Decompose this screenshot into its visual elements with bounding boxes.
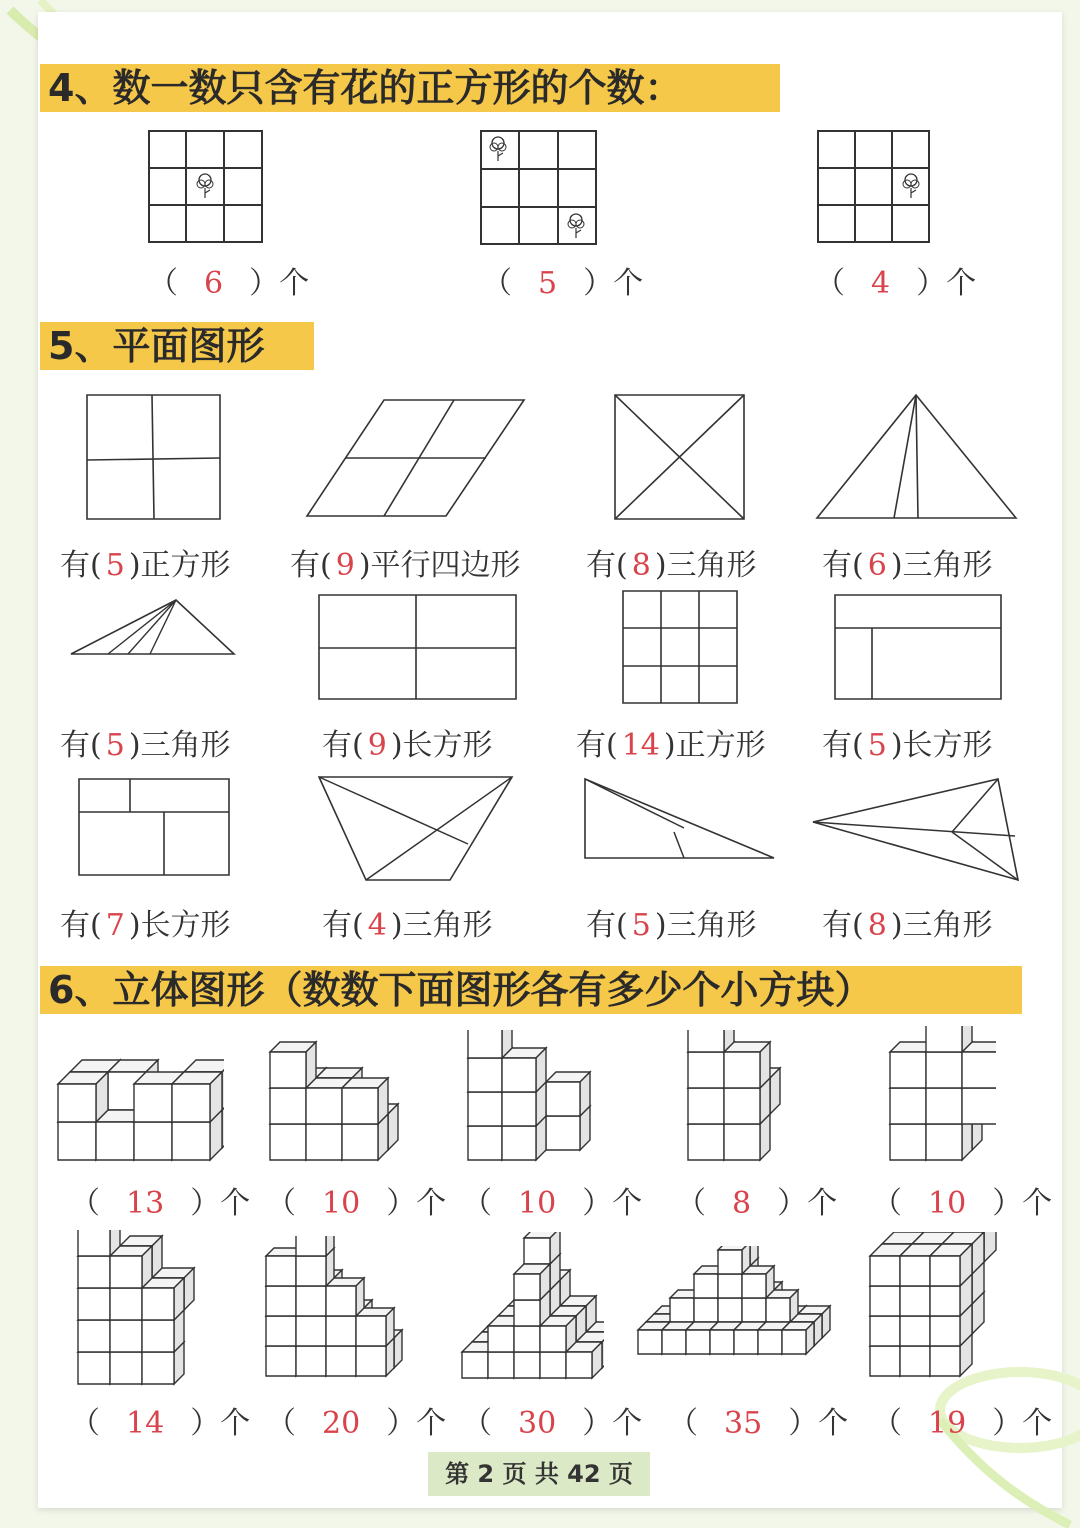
answer-value: 5: [631, 908, 651, 943]
cube-block: [688, 1030, 734, 1052]
flower-grid-1: [146, 128, 266, 246]
section6-answer-8: （ 30 ）个: [462, 1406, 643, 1441]
section6-answer-2: （ 10 ）个: [266, 1186, 447, 1221]
answer-value: 5: [105, 548, 125, 583]
answer-value: 9: [335, 548, 355, 583]
section6-answer-3: （ 10 ）个: [462, 1186, 643, 1221]
cube-stack-figure-2: [266, 1030, 406, 1165]
cube-block: [546, 1072, 590, 1116]
section6-answer-5: （ 10 ）个: [872, 1186, 1053, 1221]
flower-grid-3: [815, 128, 933, 246]
cube-block: [326, 1278, 364, 1316]
answer-value: 5: [867, 728, 887, 763]
page-number-footer: 第 2 页 共 42 页: [428, 1452, 650, 1496]
section4-title: 4、数一数只含有花的正方形的个数：: [48, 66, 683, 110]
cube-stack-figure-8: [458, 1232, 604, 1382]
cube-block: [718, 1246, 750, 1274]
section5-caption-3: 有( 8 )三角形: [586, 548, 757, 583]
section5-caption-11: 有( 5 )三角形: [586, 908, 757, 943]
cube-block: [172, 1072, 222, 1122]
answer-value: 14: [126, 1406, 165, 1441]
square-with-diagonals-figure: [612, 392, 748, 522]
cube-stack-figure-9: [634, 1246, 840, 1358]
cube-block: [742, 1266, 774, 1298]
section6-answer-4: （ 8 ）个: [676, 1186, 838, 1221]
answer-value: 13: [126, 1186, 165, 1221]
obtuse-triangle-fan-figure: [68, 596, 238, 658]
cube-stack-figure-6: [74, 1230, 204, 1390]
cube-stack-figure-10: [866, 1232, 1006, 1380]
cube-block: [468, 1030, 512, 1058]
cube-block: [962, 1042, 996, 1088]
rectangle-divided-figure: [316, 592, 520, 702]
cube-stack-figure-5: [886, 1026, 996, 1166]
answer-value: 8: [631, 548, 651, 583]
three-by-three-grid-figure: [620, 588, 740, 706]
section6-title: 6、立体图形（数数下面图形各有多少个小方块）: [48, 968, 873, 1012]
cube-block: [782, 1322, 814, 1354]
section6-answer-6: （ 14 ）个: [70, 1406, 251, 1441]
answer-value: 6: [204, 266, 224, 301]
cube-block: [142, 1278, 184, 1320]
section4-answer-1: （ 6 ）个: [148, 266, 310, 301]
flower-icon: [490, 137, 506, 161]
cube-stack-figure-3: [464, 1030, 604, 1165]
section5-caption-4: 有( 6 )三角形: [822, 548, 993, 583]
cube-stack-figure-7: [262, 1236, 408, 1382]
cube-stack-figure-4: [684, 1030, 794, 1165]
answer-value: 14: [621, 728, 660, 763]
cube-block: [926, 1026, 972, 1052]
section5-caption-1: 有( 5 )正方形: [60, 548, 231, 583]
answer-value: 35: [724, 1406, 763, 1441]
cube-block: [270, 1042, 316, 1088]
answer-value: 10: [322, 1186, 361, 1221]
answer-value: 8: [867, 908, 887, 943]
cube-block: [58, 1072, 108, 1122]
flower-icon: [197, 174, 213, 198]
answer-value: 7: [105, 908, 125, 943]
cube-block: [514, 1264, 550, 1300]
section6-answer-7: （ 20 ）个: [266, 1406, 447, 1441]
answer-value: 10: [518, 1186, 557, 1221]
answer-value: 10: [928, 1186, 967, 1221]
answer-value: 5: [105, 728, 125, 763]
section5-caption-9: 有( 7 )长方形: [60, 908, 231, 943]
answer-value: 9: [367, 728, 387, 763]
answer-value: 19: [928, 1406, 967, 1441]
trapezoid-triangles-figure: [316, 774, 516, 884]
cube-block: [356, 1308, 394, 1346]
flower-grid-2: [478, 128, 600, 248]
cube-block: [502, 1048, 546, 1092]
triangle-fan-figure: [814, 392, 1020, 522]
arrow-triangle-figure: [810, 776, 1022, 884]
answer-value: 6: [867, 548, 887, 583]
section4-answer-3: （ 4 ）个: [815, 266, 977, 301]
cube-block: [766, 1290, 798, 1322]
section5-title: 5、平面图形: [48, 324, 265, 368]
section5-caption-5: 有( 5 )三角形: [60, 728, 231, 763]
flower-icon: [903, 174, 919, 198]
cube-block: [342, 1078, 388, 1124]
flower-icon: [568, 214, 584, 238]
answer-value: 30: [518, 1406, 557, 1441]
section5-caption-6: 有( 9 )长方形: [322, 728, 493, 763]
section4-answer-2: （ 5 ）个: [482, 266, 644, 301]
cube-block: [296, 1236, 334, 1256]
section6-answer-1: （ 13 ）个: [70, 1186, 251, 1221]
square-with-cross-figure: [84, 392, 224, 522]
rectangle-split-figure: [832, 592, 1004, 702]
answer-value: 5: [538, 266, 558, 301]
right-triangle-figure: [582, 776, 778, 862]
section6-answer-10: （ 19 ）个: [872, 1406, 1053, 1441]
section5-caption-8: 有( 5 )长方形: [822, 728, 993, 763]
cube-block: [524, 1232, 560, 1264]
section5-caption-12: 有( 8 )三角形: [822, 908, 993, 943]
section6-answer-9: （ 35 ）个: [668, 1406, 849, 1441]
cube-block: [930, 1244, 972, 1286]
parallelogram-figure: [304, 396, 528, 520]
section5-caption-7: 有( 14 )正方形: [576, 728, 766, 763]
section5-caption-2: 有( 9 )平行四边形: [290, 548, 521, 583]
rectangle-partitioned-figure: [76, 776, 232, 878]
answer-value: 4: [871, 266, 891, 301]
answer-value: 8: [732, 1186, 752, 1221]
cube-block: [724, 1042, 770, 1088]
answer-value: 20: [322, 1406, 361, 1441]
section5-caption-10: 有( 4 )三角形: [322, 908, 493, 943]
answer-value: 4: [367, 908, 387, 943]
cube-stack-figure-1: [54, 1030, 224, 1165]
cube-block: [78, 1230, 120, 1256]
cube-block: [110, 1246, 152, 1288]
